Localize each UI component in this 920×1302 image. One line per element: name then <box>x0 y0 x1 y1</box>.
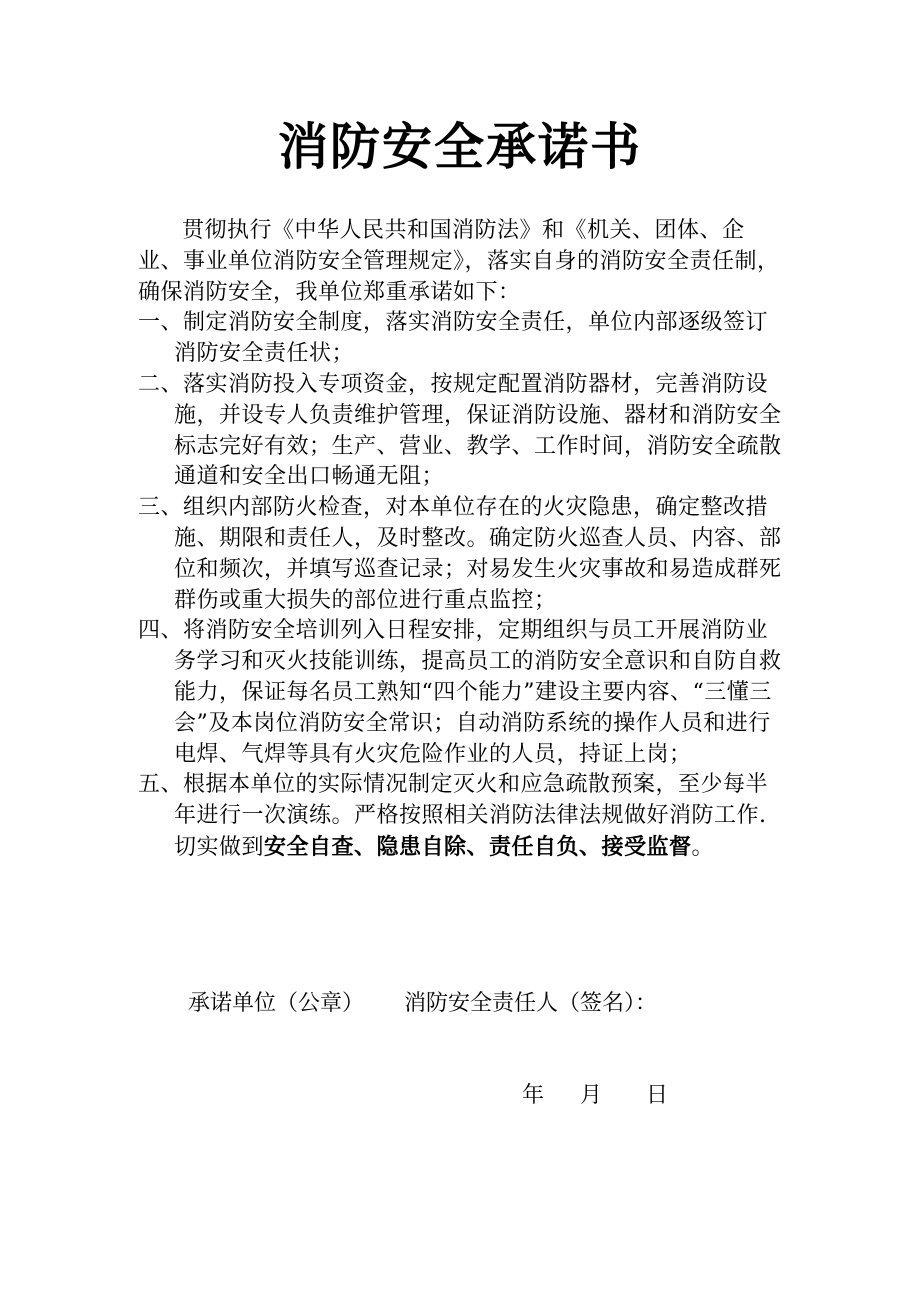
date-year-label: 年 <box>522 1083 545 1108</box>
responsible-person-label: 消防安全责任人（签名）： <box>404 991 658 1016</box>
commitment-item-5 <box>138 770 788 863</box>
intro-paragraph: 贯彻执行《中华人民共和国消防法》和《机关、团体、企业、事业单位消防安全管理规定》，落实自身的消防安全责任制，确保消防安全，我单位郑重承诺如下： <box>138 218 780 305</box>
unit-seal-label: 承诺单位（公章） <box>188 991 365 1016</box>
document-title: 消防安全承诺书 <box>278 118 642 176</box>
date-line <box>522 1080 668 1112</box>
item-5-text: 五、根据本单位的实际情况制定灭火和应急疏散预案，至少每半年进行一次演练。严格按照相关消防法律法规做好消防工作.切实做到 <box>138 772 769 860</box>
date-month-label: 月 <box>580 1083 603 1108</box>
item-5-bold-text: 安全自查、隐患自除、责任自负、接受监督 <box>264 833 692 860</box>
signature-line <box>188 988 657 1020</box>
document-body <box>138 216 788 864</box>
commitment-item-3: 三、组织内部防火检查，对本单位存在的火灾隐患，确定整改措施、期限和责任人，及时整改。确定防火巡查人员、内容、部位和频次，并填写巡查记录；对易发生火灾事故和易造成群死群伤或重大损失的部位进行重点监控； <box>138 495 782 613</box>
commitment-item-2: 二、落实消防投入专项资金，按规定配置消防器材，完善消防设施，并设专人负责维护管理，保证消防设施、器材和消防安全标志完好有效；生产、营业、教学、工作时间，消防安全疏散通道和安全出口畅通无阻； <box>138 371 782 490</box>
commitment-item-1: 一、制定消防安全制度，落实消防安全责任，单位内部逐级签订消防安全责任状； <box>138 310 769 367</box>
date-day-label: 日 <box>646 1083 669 1108</box>
item-5-suffix: 。 <box>691 834 715 860</box>
commitment-item-4: 四、将消防安全培训列入日程安排，定期组织与员工开展消防业务学习和灭火技能训练，提高员工的消防安全意识和自防自救能力，保证每名员工熟知“四个能力”建设主要内容、“三懂三会”及本岗位消防安全常识；自动消防系统的操作人员和进行电焊、气焊等具有火灾危险作业的人员，持证上岗； <box>138 618 782 767</box>
